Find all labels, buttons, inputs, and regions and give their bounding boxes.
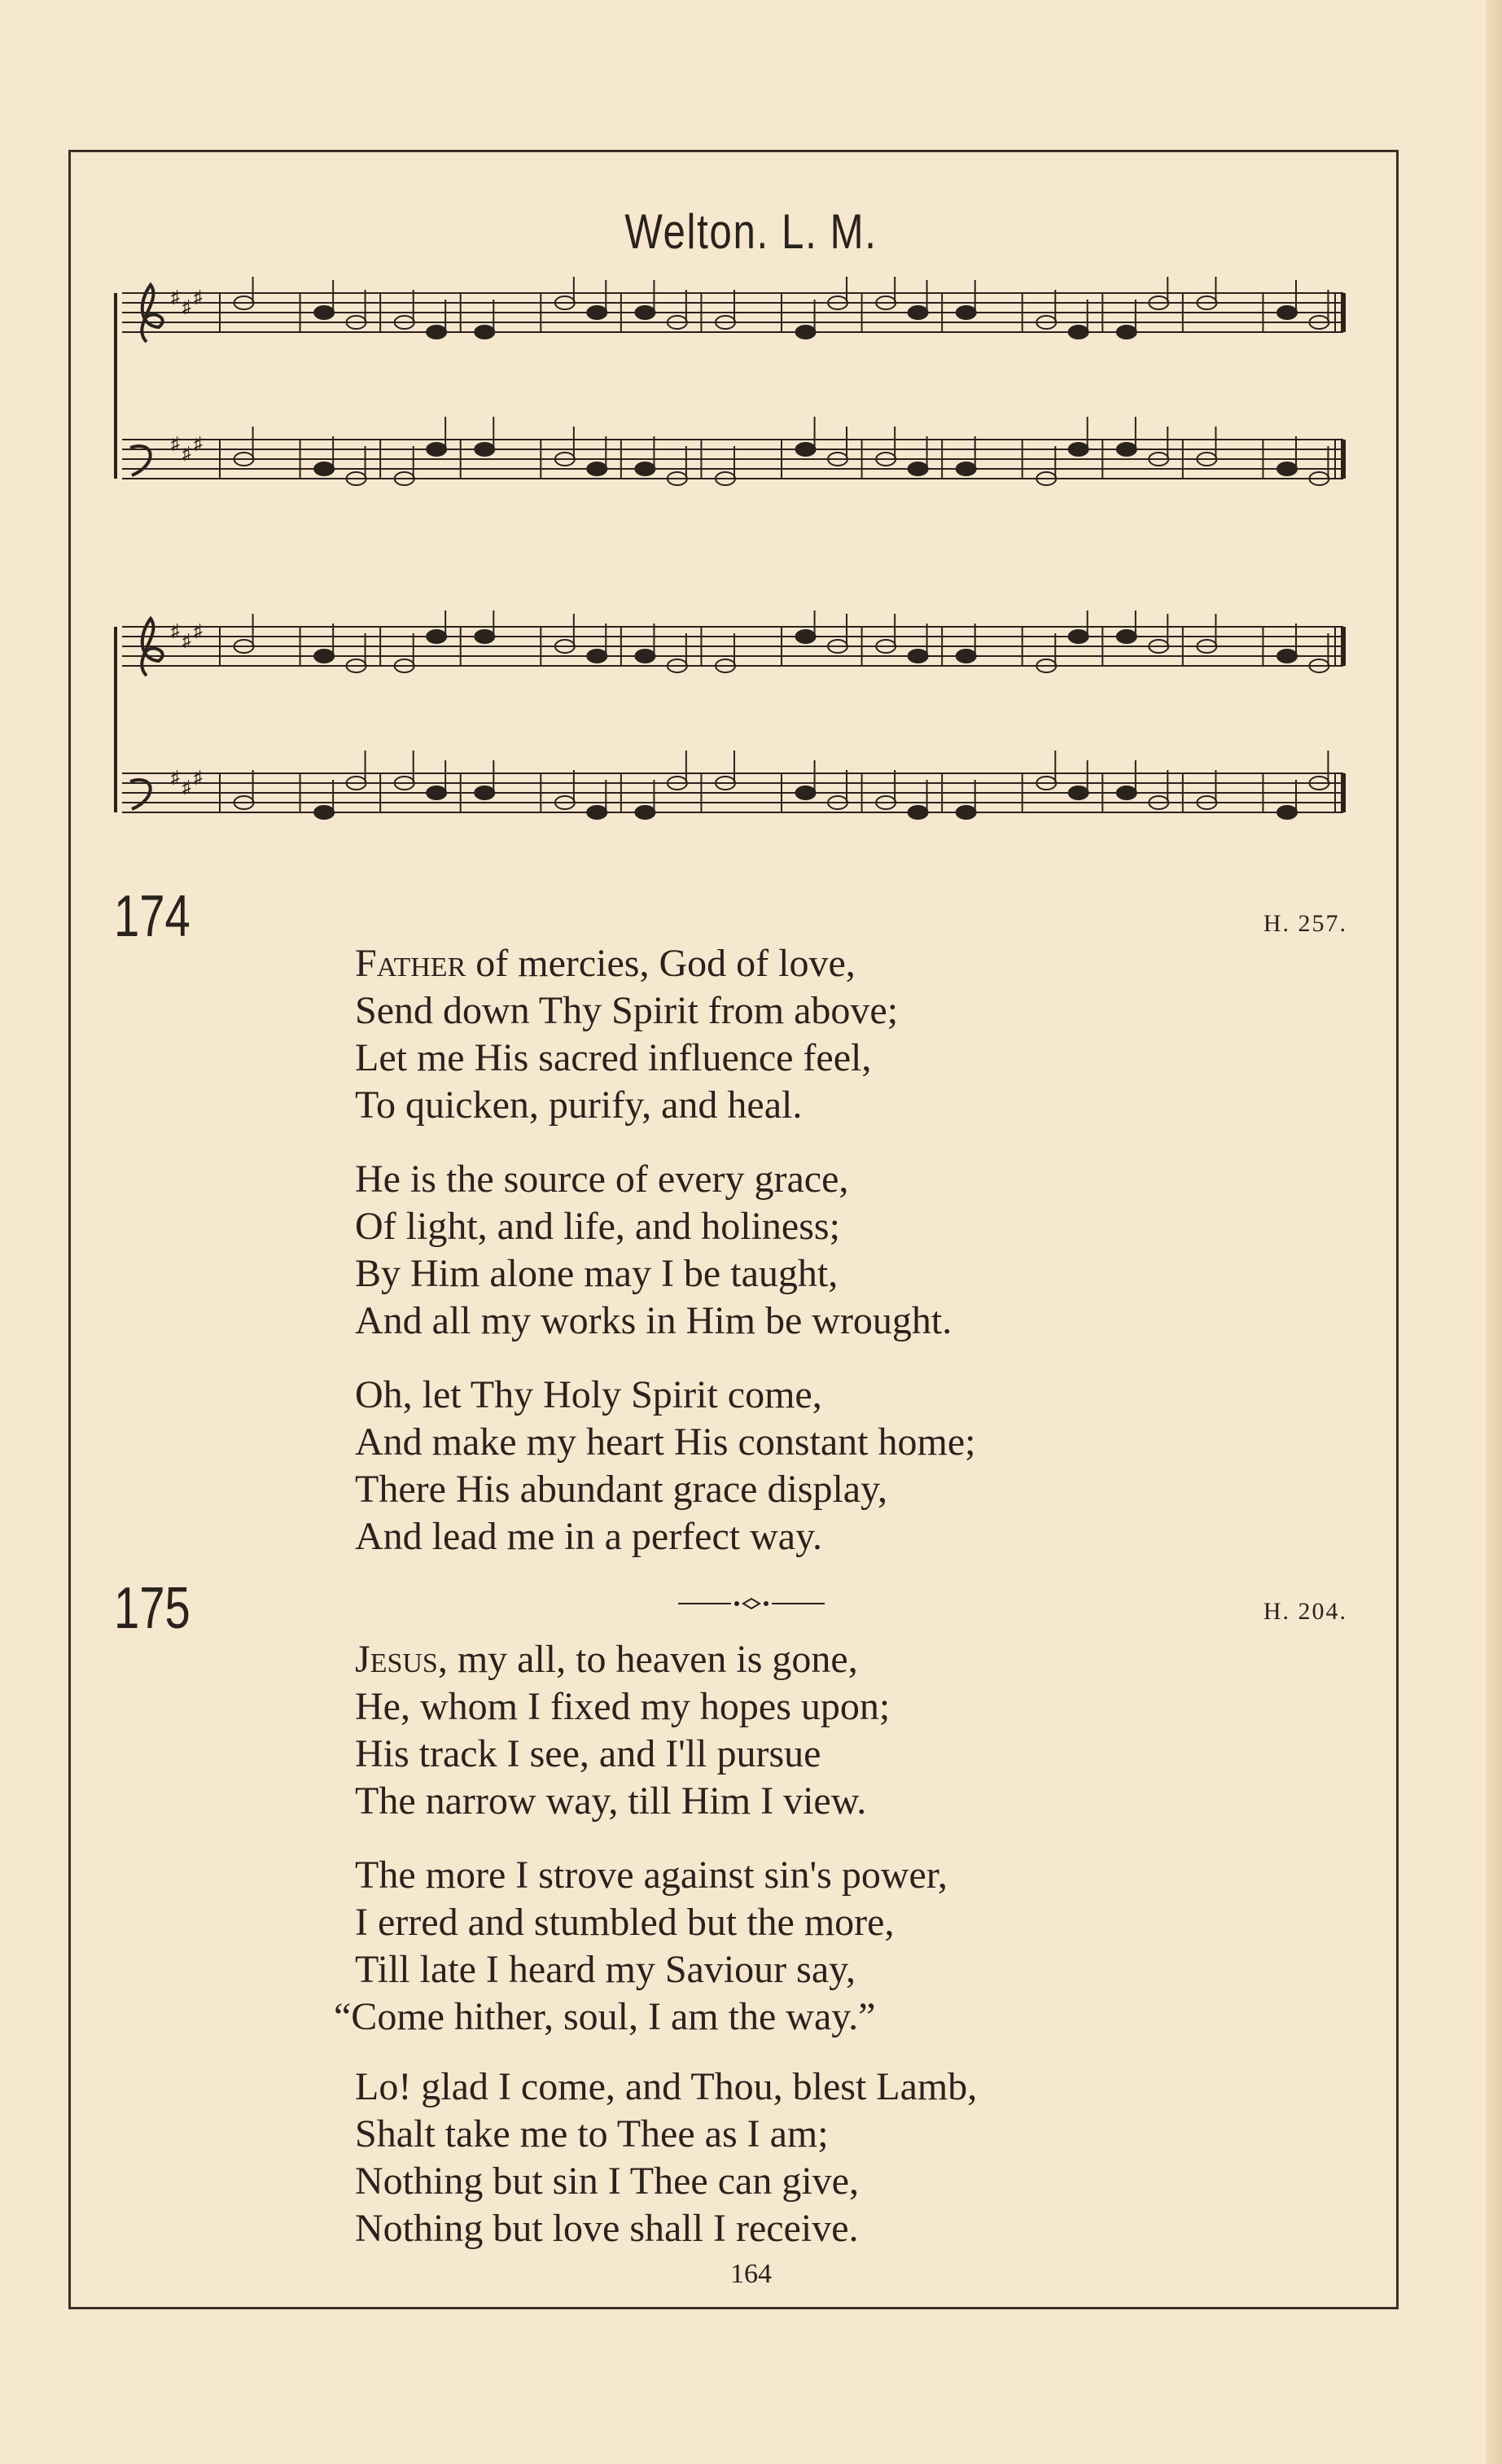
- verse-line: Lo! glad I come, and Thou, blest Lamb,: [355, 2065, 978, 2108]
- sharp-icon: ♯: [171, 620, 180, 641]
- note-head: [1069, 630, 1088, 643]
- stanza: [355, 1636, 890, 1825]
- note-head: [475, 326, 494, 339]
- verse-line: The narrow way, till Him I view.: [355, 1779, 867, 1823]
- note-head: [909, 462, 928, 475]
- verse-line: The more I strove against sin's power,: [355, 1853, 948, 1897]
- verse-line: Till late I heard my Saviour say,: [355, 1948, 856, 1991]
- note-head: [796, 630, 816, 643]
- note-head: [587, 650, 606, 663]
- verse-line: Nothing but love shall I receive.: [355, 2207, 859, 2250]
- verse-line: Of light, and life, and holiness;: [355, 1205, 840, 1248]
- staff: [122, 751, 1343, 819]
- sharp-icon: ♯: [171, 287, 180, 307]
- staff: [122, 417, 1343, 485]
- music-staff-notation: [114, 277, 1360, 537]
- note-head: [427, 443, 446, 456]
- verse-line: To quicken, purify, and heal.: [355, 1083, 803, 1127]
- note-head: [796, 326, 816, 339]
- note-head: [475, 630, 494, 643]
- verse-line: By Him alone may I be taught,: [355, 1252, 839, 1295]
- note-head: [635, 306, 655, 319]
- note-head: [957, 306, 976, 319]
- note-head: [427, 326, 446, 339]
- page-edge: [1486, 0, 1502, 2464]
- verse-line: His track I see, and I'll pursue: [355, 1732, 821, 1775]
- sharp-icon: ♯: [194, 767, 203, 787]
- sharp-icon: ♯: [182, 777, 191, 797]
- verse-line: Shalt take me to Thee as I am;: [355, 2112, 829, 2155]
- page-number: 164: [730, 2259, 772, 2289]
- note-head: [475, 786, 494, 799]
- staff: [122, 611, 1343, 676]
- verse-line: He is the source of every grace,: [355, 1158, 849, 1201]
- note-head: [587, 462, 606, 475]
- sharp-icon: ♯: [194, 433, 203, 453]
- note-head: [635, 806, 655, 819]
- note-head: [314, 650, 334, 663]
- verse-line: He, whom I fixed my hopes upon;: [355, 1685, 891, 1728]
- note-head: [1117, 443, 1136, 456]
- first-word: Jesus: [355, 1638, 438, 1681]
- verse-line: There His abundant grace display,: [355, 1468, 887, 1511]
- note-head: [635, 462, 655, 475]
- note-head: [1277, 806, 1297, 819]
- note-head: [314, 806, 334, 819]
- note-head: [957, 806, 976, 819]
- sharp-icon: ♯: [182, 630, 191, 650]
- sharp-icon: ♯: [182, 443, 191, 463]
- stanza: [355, 940, 898, 1129]
- sharp-icon: ♯: [194, 620, 203, 641]
- verse-line: I erred and stumbled but the more,: [355, 1901, 895, 1944]
- note-head: [314, 306, 334, 319]
- stanza: [334, 1852, 948, 2041]
- verse-line: Let me His sacred influence feel,: [355, 1036, 872, 1079]
- note-head: [1117, 786, 1136, 799]
- hymn-reference: H. 204.: [1263, 1598, 1347, 1625]
- note-head: [1069, 786, 1088, 799]
- verse-line: Nothing but sin I Thee can give,: [355, 2160, 859, 2203]
- music-staff-notation: [114, 611, 1360, 871]
- note-head: [475, 443, 494, 456]
- first-word: Father: [355, 942, 466, 985]
- note-head: [957, 462, 976, 475]
- sharp-icon: ♯: [171, 433, 180, 453]
- sharp-icon: ♯: [182, 296, 191, 317]
- note-head: [1277, 462, 1297, 475]
- sharp-icon: ♯: [194, 287, 203, 307]
- note-head: [587, 306, 606, 319]
- verse-line: And lead me in a perfect way.: [355, 1515, 822, 1558]
- note-head: [1117, 630, 1136, 643]
- verse-line: Jesus, my all, to heaven is gone,: [355, 1638, 858, 1681]
- note-head: [796, 443, 816, 456]
- note-head: [427, 786, 446, 799]
- verse-line: And all my works in Him be wrought.: [355, 1299, 952, 1342]
- verse-line: “Come hither, soul, I am the way.”: [334, 1995, 876, 2038]
- bass-clef-icon: [130, 446, 151, 475]
- bass-clef-icon: [130, 780, 151, 809]
- note-head: [1277, 650, 1297, 663]
- note-head: [314, 462, 334, 475]
- stanza: [355, 1156, 952, 1345]
- note-head: [1069, 443, 1088, 456]
- note-head: [1117, 326, 1136, 339]
- note-head: [1277, 306, 1297, 319]
- music-score-system-1: [114, 277, 1360, 537]
- staff: [122, 277, 1343, 342]
- stanza: [355, 1372, 976, 1560]
- hymn-number: 174: [114, 884, 190, 949]
- tune-title: Welton. L. M.: [624, 204, 878, 259]
- sharp-icon: ♯: [171, 767, 180, 787]
- note-head: [587, 806, 606, 819]
- verse-line: And make my heart His constant home;: [355, 1420, 976, 1464]
- ornament-icon: [678, 1595, 825, 1612]
- hymn-reference: H. 257.: [1263, 910, 1347, 937]
- verse-line: Oh, let Thy Holy Spirit come,: [355, 1373, 822, 1416]
- note-head: [796, 786, 816, 799]
- stanza: [355, 2064, 977, 2252]
- note-head: [909, 306, 928, 319]
- music-score-system-2: [114, 611, 1360, 871]
- verse-line: Send down Thy Spirit from above;: [355, 989, 899, 1032]
- note-head: [909, 650, 928, 663]
- note-head: [909, 806, 928, 819]
- note-head: [957, 650, 976, 663]
- hymn-number: 175: [114, 1576, 190, 1641]
- note-head: [1069, 326, 1088, 339]
- note-head: [427, 630, 446, 643]
- note-head: [635, 650, 655, 663]
- verse-line: Father of mercies, God of love,: [355, 942, 856, 985]
